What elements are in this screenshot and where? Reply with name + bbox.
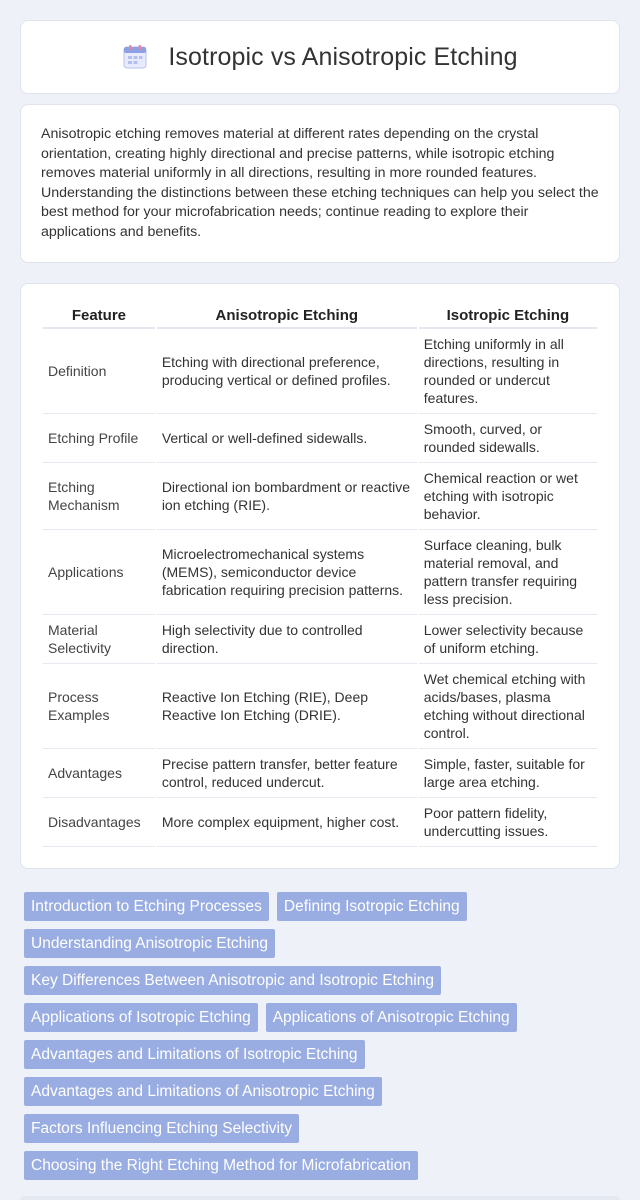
table-cell: Smooth, curved, or rounded sidewalls.	[419, 414, 597, 463]
bottom-card-edge	[20, 1196, 620, 1200]
table-cell: Definition	[43, 329, 155, 414]
table-cell: Surface cleaning, bulk material removal, and pattern transfer requiring less precision.	[419, 530, 597, 615]
table-row	[43, 463, 597, 530]
table-cell: Precise pattern transfer, better feature control, reduced undercut.	[157, 749, 417, 798]
intro-paragraph: Anisotropic etching removes material at different rates depending on the crystal orientation, creating highly directional and precise patterns, while isotropic etching removes material uniformly in all directions, resulting in more rounded features. Understanding the distinctions between these etching techniques can help you select the best method for your microfabrication needs; continue reading to explore their applications and benefits.	[41, 126, 599, 240]
table-cell: More complex equipment, higher cost.	[157, 798, 417, 847]
table-cell: Poor pattern fidelity, undercutting issues.	[419, 798, 597, 847]
tag-link[interactable]: Factors Influencing Etching Selectivity	[24, 1114, 299, 1143]
table-row	[43, 414, 597, 463]
header-isotropic: Isotropic Etching	[419, 304, 597, 329]
table-row	[43, 749, 597, 798]
table-cell: Etching with directional preference, producing vertical or defined profiles.	[157, 329, 417, 414]
table-cell: Simple, faster, suitable for large area etching.	[419, 749, 597, 798]
calendar-icon	[122, 44, 148, 70]
tag-link[interactable]: Applications of Anisotropic Etching	[266, 1003, 517, 1032]
table-cell: Vertical or well-defined sidewalls.	[157, 414, 417, 463]
page-title: Isotropic vs Anisotropic Etching	[168, 42, 518, 71]
topic-tags	[24, 892, 620, 1180]
table-row	[43, 615, 597, 664]
table-cell: Etching uniformly in all directions, resulting in rounded or undercut features.	[419, 329, 597, 414]
header-card	[20, 20, 620, 94]
tag-link[interactable]: Understanding Anisotropic Etching	[24, 929, 275, 958]
tag-link[interactable]: Choosing the Right Etching Method for Microfabrication	[24, 1151, 418, 1180]
tag-link[interactable]: Advantages and Limitations of Isotropic Etching	[24, 1040, 365, 1069]
table-cell: Directional ion bombardment or reactive ion etching (RIE).	[157, 463, 417, 530]
table-cell: Wet chemical etching with acids/bases, plasma etching without directional control.	[419, 664, 597, 749]
table-row	[43, 664, 597, 749]
tag-link[interactable]: Introduction to Etching Processes	[24, 892, 269, 921]
comparison-table	[41, 304, 599, 847]
table-row	[43, 530, 597, 615]
intro-card	[20, 104, 620, 263]
tag-link[interactable]: Defining Isotropic Etching	[277, 892, 467, 921]
table-cell: Chemical reaction or wet etching with isotropic behavior.	[419, 463, 597, 530]
table-cell: Microelectromechanical systems (MEMS), semiconductor device fabrication requiring precision patterns.	[157, 530, 417, 615]
table-cell: Lower selectivity because of uniform etching.	[419, 615, 597, 664]
header-anisotropic: Anisotropic Etching	[157, 304, 417, 329]
table-row	[43, 798, 597, 847]
table-cell: Etching Profile	[43, 414, 155, 463]
table-cell: Material Selectivity	[43, 615, 155, 664]
header-feature: Feature	[43, 304, 155, 329]
table-cell: High selectivity due to controlled direction.	[157, 615, 417, 664]
table-row	[43, 329, 597, 414]
tag-link[interactable]: Key Differences Between Anisotropic and Isotropic Etching	[24, 966, 441, 995]
tag-link[interactable]: Applications of Isotropic Etching	[24, 1003, 258, 1032]
table-header-row	[43, 304, 597, 329]
table-cell: Applications	[43, 530, 155, 615]
comparison-table-card	[20, 283, 620, 869]
table-cell: Reactive Ion Etching (RIE), Deep Reactive Ion Etching (DRIE).	[157, 664, 417, 749]
tag-link[interactable]: Advantages and Limitations of Anisotropic Etching	[24, 1077, 382, 1106]
table-cell: Etching Mechanism	[43, 463, 155, 530]
table-cell: Advantages	[43, 749, 155, 798]
table-cell: Disadvantages	[43, 798, 155, 847]
table-cell: Process Examples	[43, 664, 155, 749]
